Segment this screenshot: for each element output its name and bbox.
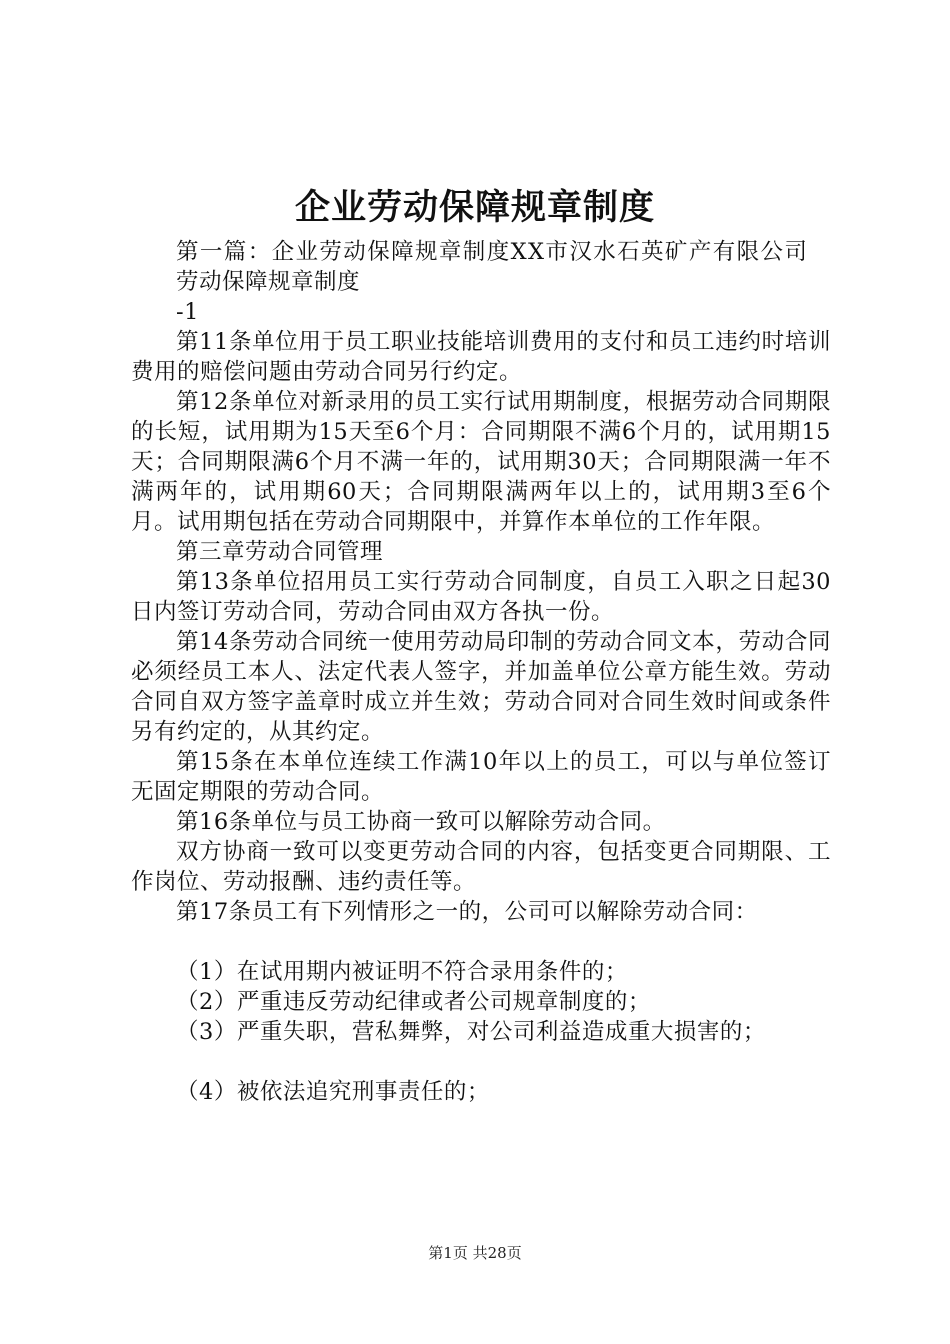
paragraph-9: 第15条在本单位连续工作满10年以上的员工，可以与单位签订无固定期限的劳动合同。 <box>131 749 831 805</box>
list-item-1: （1）在试用期内被证明不符合录用条件的； <box>176 959 628 985</box>
paragraph-6: 第三章劳动合同管理 <box>176 539 384 565</box>
page-footer: 第1页 共28页 <box>428 1244 522 1262</box>
document-body <box>131 237 831 1107</box>
paragraph-8: 第14条劳动合同统一使用劳动局印制的劳动合同文本，劳动合同必须经员工本人、法定代表人签字，并加盖单位公章方能生效。劳动合同自双方签字盖章时成立并生效；劳动合同对合同生效时间或条件另有约定的，从其约定。 <box>131 629 831 745</box>
paragraph-4: 第11条单位用于员工职业技能培训费用的支付和员工违约时培训费用的赔偿问题由劳动合同另行约定。 <box>131 329 831 385</box>
list-item-4: （4）被依法追究刑事责任的； <box>176 1079 490 1105</box>
list-item-2: （2）严重违反劳动纪律或者公司规章制度的； <box>176 989 651 1015</box>
paragraph-11: 双方协商一致可以变更劳动合同的内容，包括变更合同期限、工作岗位、劳动报酬、违约责任等。 <box>131 839 831 895</box>
document-title: 企业劳动保障规章制度 <box>294 187 655 228</box>
paragraph-5: 第12条单位对新录用的员工实行试用期制度，根据劳动合同期限的长短，试用期为15天至6个月：合同期限不满6个月的，试用期15天；合同期限满6个月不满一年的，试用期30天；合同期限满一年不满两年的，试用期60天；合同期限满两年以上的，试用期3至6个月。试用期包括在劳动合同期限中，并算作本单位的工作年限。 <box>131 389 831 535</box>
paragraph-10: 第16条单位与员工协商一致可以解除劳动合同。 <box>176 809 666 835</box>
paragraph-12: 第17条员工有下列情形之一的，公司可以解除劳动合同： <box>176 899 758 925</box>
paragraph-1: 第一篇：企业劳动保障规章制度XX市汉水石英矿产有限公司 <box>176 239 809 265</box>
paragraph-2: 劳动保障规章制度 <box>176 269 361 295</box>
list-item-3: （3）严重失职，营私舞弊，对公司利益造成重大损害的； <box>176 1019 766 1045</box>
paragraph-3: -1 <box>176 299 199 325</box>
paragraph-7: 第13条单位招用员工实行劳动合同制度，自员工入职之日起30日内签订劳动合同，劳动合同由双方各执一份。 <box>131 569 831 625</box>
